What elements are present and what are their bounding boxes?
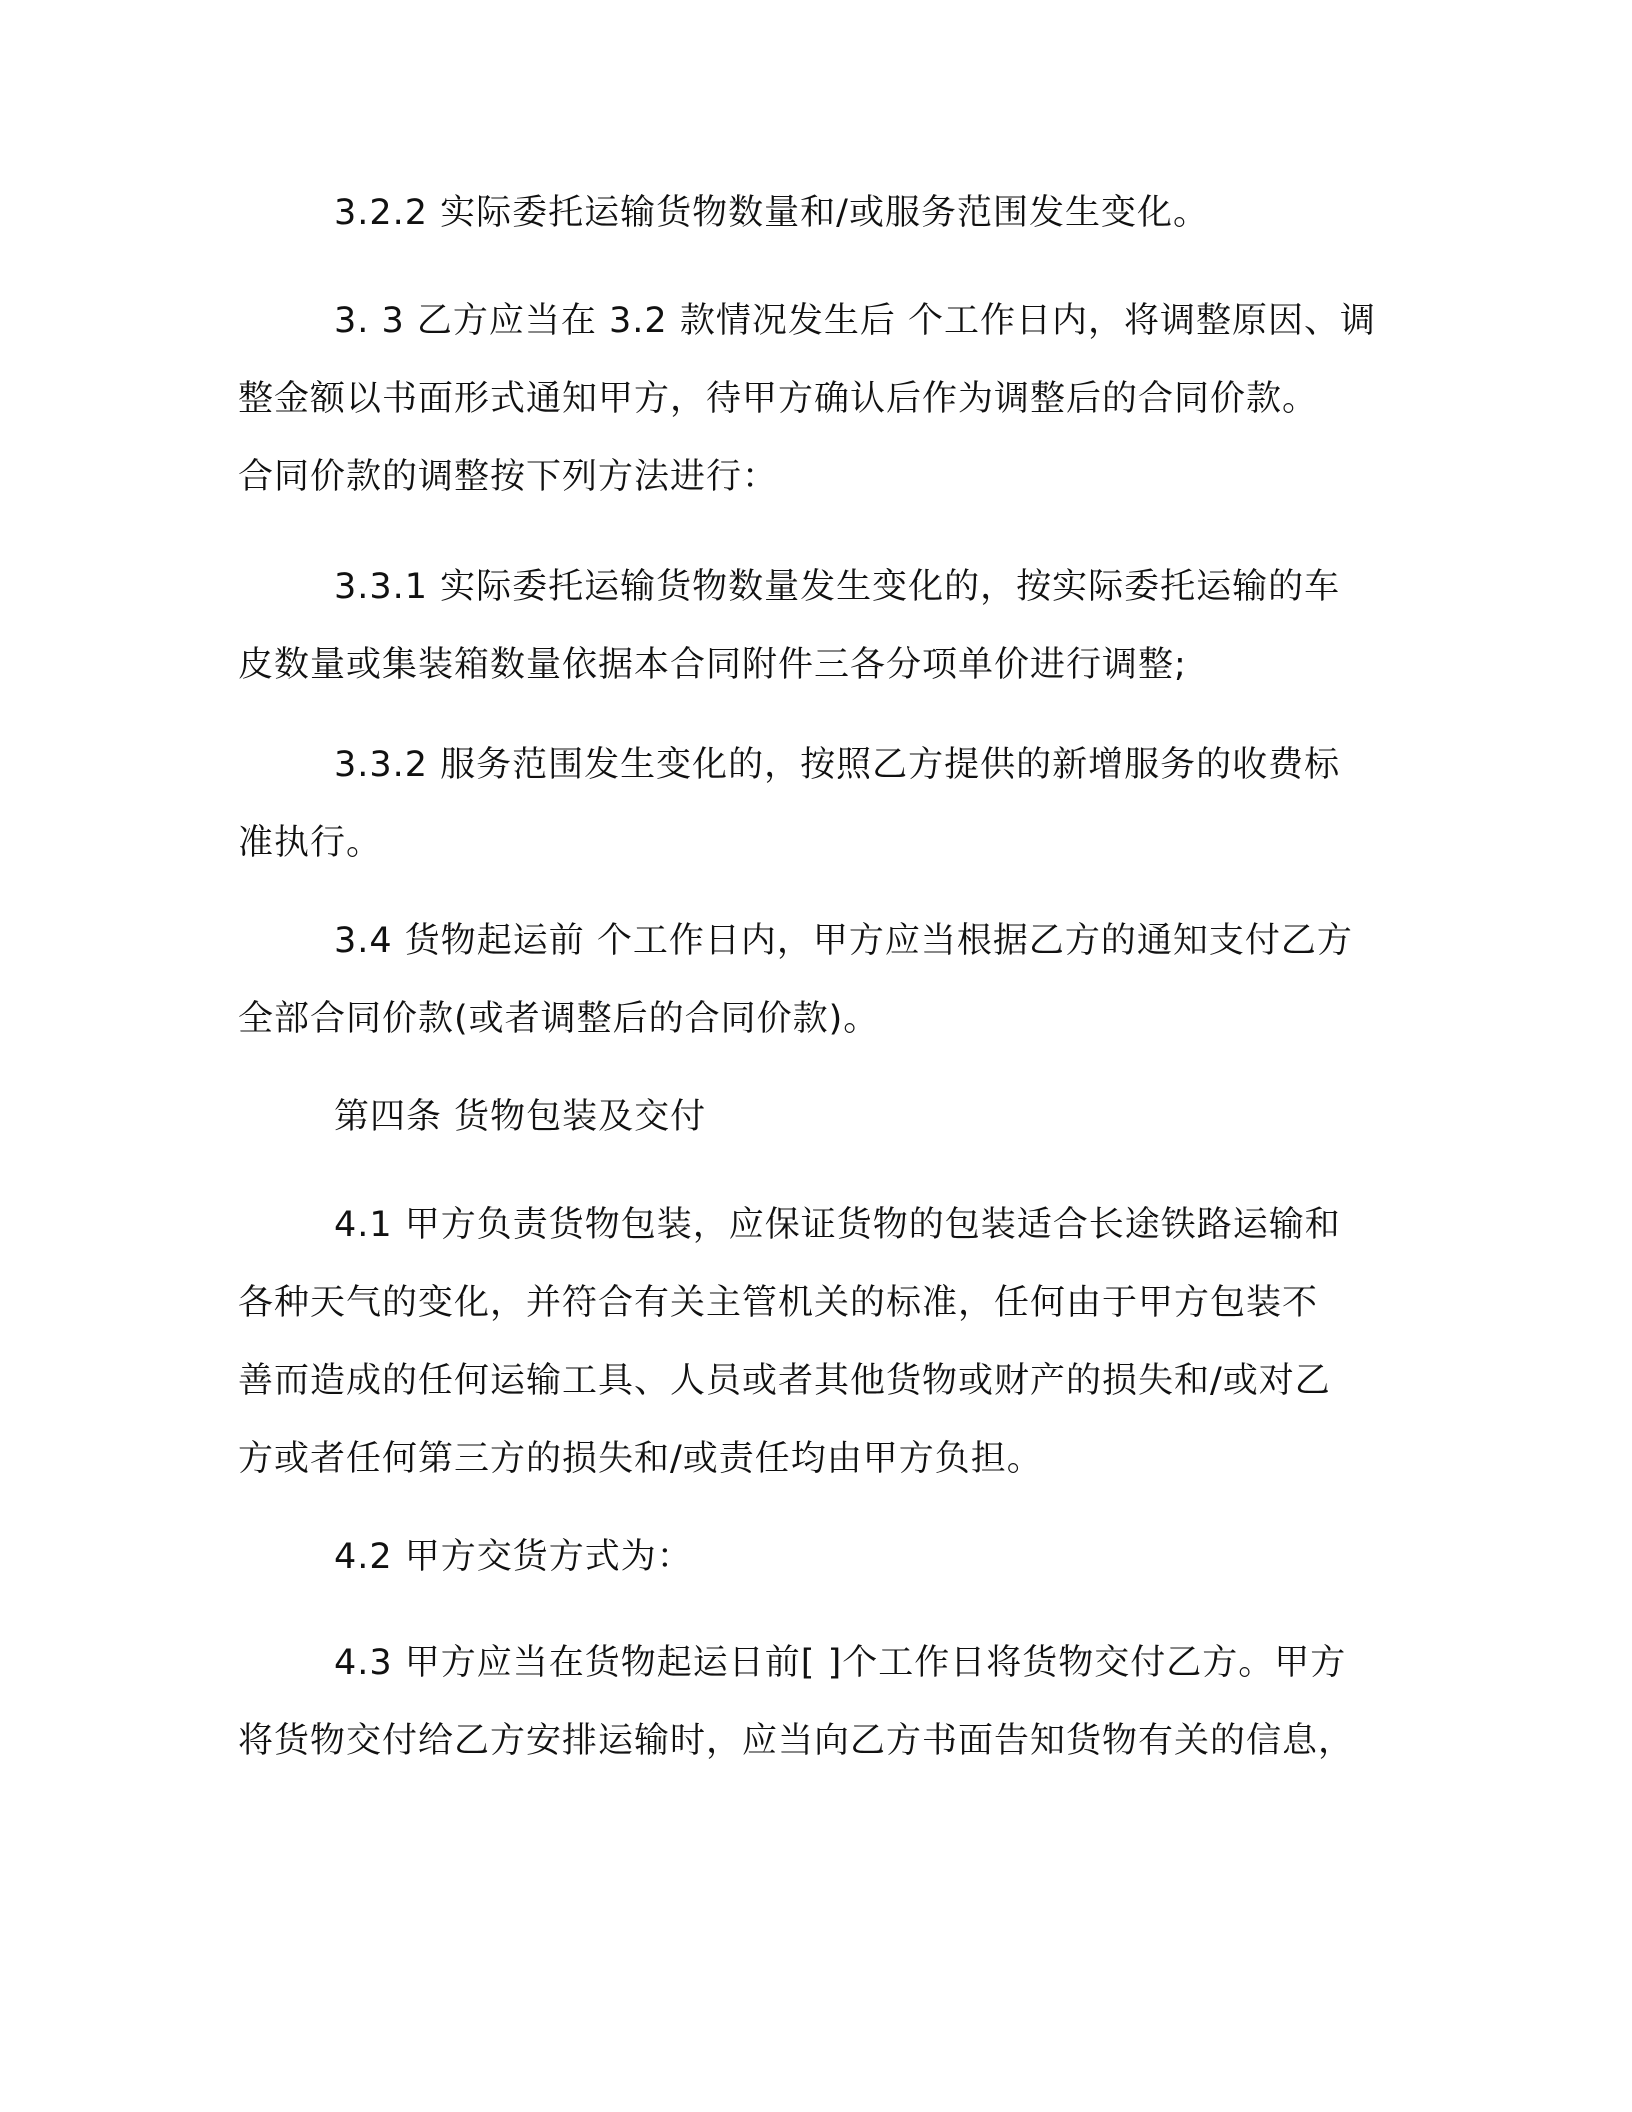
article-heading xyxy=(238,1078,1382,1156)
paragraph-4-2 xyxy=(238,1518,1382,1596)
text-line: 整金额以书面形式通知甲方，待甲方确认后作为调整后的合同价款。 xyxy=(238,379,1319,419)
text-line: 准执行。 xyxy=(238,823,383,863)
text-line: 3.2.2 实际委托运输货物数量和/或服务范围发生变化。 xyxy=(334,193,1209,233)
paragraph-3-4 xyxy=(238,902,1382,1058)
text-line: 3.3.1 实际委托运输货物数量发生变化的，按实际委托运输的车 xyxy=(334,567,1341,607)
text-line: 善而造成的任何运输工具、人员或者其他货物或财产的损失和/或对乙 xyxy=(238,1361,1331,1401)
text-line: 各种天气的变化，并符合有关主管机关的标准，任何由于甲方包装不 xyxy=(238,1283,1319,1323)
paragraph-3-3 xyxy=(238,282,1382,516)
text-line: 3.4 货物起运前 个工作日内，甲方应当根据乙方的通知支付乙方 xyxy=(334,921,1353,961)
text-line: 皮数量或集装箱数量依据本合同附件三各分项单价进行调整; xyxy=(238,645,1187,685)
text-line: 4.1 甲方负责货物包装，应保证货物的包装适合长途铁路运输和 xyxy=(334,1205,1341,1245)
text-line: 合同价款的调整按下列方法进行： xyxy=(238,457,779,497)
text-line: 4.3 甲方应当在货物起运日前[ ]个工作日将货物交付乙方。甲方 xyxy=(334,1643,1347,1683)
text-line: 方或者任何第三方的损失和/或责任均由甲方负担。 xyxy=(238,1439,1043,1479)
text-line: 3.3.2 服务范围发生变化的，按照乙方提供的新增服务的收费标 xyxy=(334,745,1341,785)
text-line: 4.2 甲方交货方式为： xyxy=(334,1537,693,1577)
paragraph-3-3-2 xyxy=(238,726,1382,882)
text-line: 全部合同价款(或者调整后的合同价款)。 xyxy=(238,999,880,1039)
text-line: 3. 3 乙方应当在 3.2 款情况发生后 个工作日内，将调整原因、调 xyxy=(334,301,1376,341)
text-line: 将货物交付给乙方安排运输时，应当向乙方书面告知货物有关的信息， xyxy=(238,1721,1355,1761)
text-line: 第四条 货物包装及交付 xyxy=(334,1097,707,1137)
paragraph-3-2-2 xyxy=(238,174,1382,252)
paragraph-3-3-1 xyxy=(238,548,1382,704)
paragraph-4-3 xyxy=(238,1624,1382,1780)
paragraph-4-1 xyxy=(238,1186,1382,1498)
